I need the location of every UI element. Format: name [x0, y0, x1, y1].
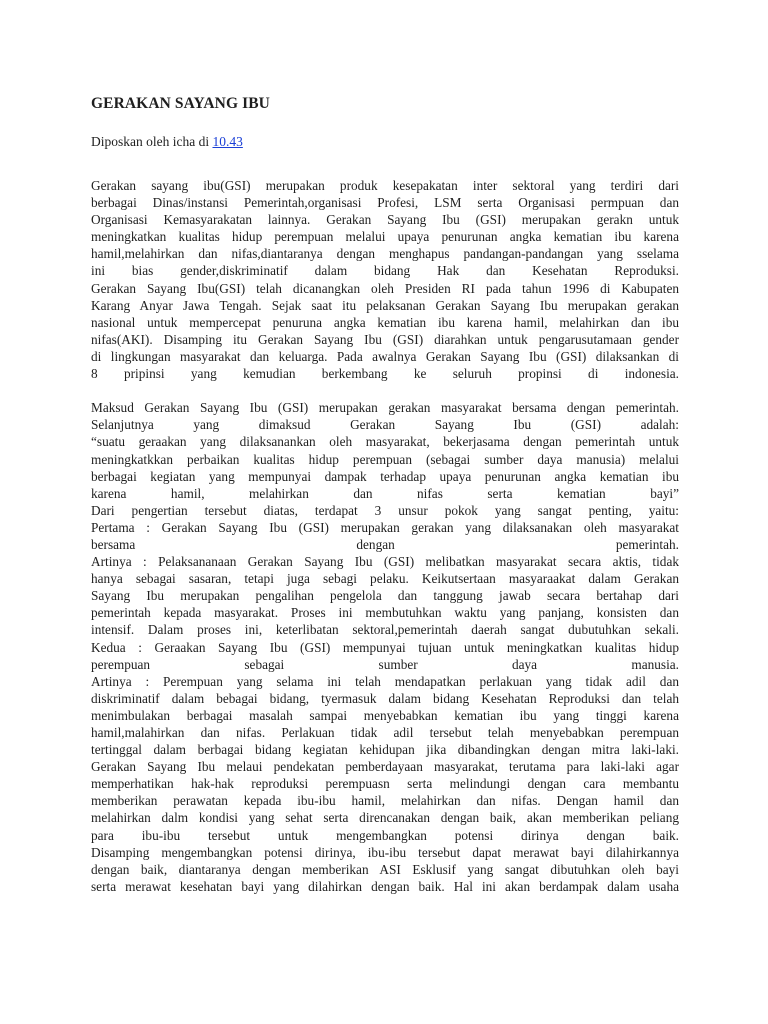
body-line: ini bias gender,diskriminatif dalam bidang Hak dan Kesehatan Reproduksi.: [91, 263, 679, 279]
body-line: nasional untuk mempercepat penuruna angka kematian ibu karena hamil, melahirkan dan ibu: [91, 314, 679, 330]
body-line: intensif. Dalam proses ini, keterlibatan sektoral,pemerintah daerah sangat dubutuhkan sekali.: [91, 622, 679, 638]
body-line: karena hamil, melahirkan dan nifas serta kematian bayi”: [91, 485, 679, 501]
body-line: Selanjutnya yang dimaksud Gerakan Sayang Ibu (GSI) adalah:: [91, 417, 679, 433]
body-line: para ibu-ibu tersebut untuk mengembangkan potensi dirinya dengan baik.: [91, 827, 679, 843]
byline-prefix: Diposkan oleh icha di: [91, 134, 213, 149]
body-line: menimbulakan berbagai masalah sampai menyebabkan kematian ibu yang tinggi karena: [91, 707, 679, 723]
body-line: Maksud Gerakan Sayang Ibu (GSI) merupakan gerakan masyarakat bersama dengan pemerintah.: [91, 400, 679, 416]
body-line: Dari pengertian tersebut diatas, terdapat 3 unsur pokok yang sangat penting, yaitu:: [91, 502, 679, 518]
body-line: Karang Anyar Jawa Tengah. Sejak saat itu pelaksanan Gerakan Sayang Ibu merupakan gerakan: [91, 297, 679, 313]
body-line: bersama dengan pemerintah.: [91, 536, 679, 552]
paragraph-gap: [91, 382, 679, 399]
body-line: hanya sebagai sasaran, tetapi juga sebagi pelaku. Keikutsertaan masyaraakat dalam Gerakan: [91, 571, 679, 587]
body-line: dengan baik, diantaranya dengan memberikan ASI Esklusif yang sangat dibutuhkan oleh bayi: [91, 861, 679, 877]
body-line: meningkatkkan perbaikan kualitas hidup perempuan (sebagai sumber daya manusia) melalui: [91, 451, 679, 467]
post-time-link[interactable]: 10.43: [212, 134, 243, 149]
body-line: di lingkungan masyarakat dan keluarga. Pada awalnya Gerakan Sayang Ibu (GSI) dilaksankan di: [91, 348, 679, 364]
body-line: Artinya : Pelaksananaan Gerakan Sayang Ibu (GSI) melibatkan masyarakat secara aktis, tidak: [91, 554, 679, 570]
body-line: “suatu geraakan yang dilaksanankan oleh masyarakat, bekerjasama dengan pemerintah untuk: [91, 434, 679, 450]
body-line: serta merawat kesehatan bayi yang dilahirkan dengan baik. Hal ini akan berdampak dalam usaha: [91, 878, 679, 894]
body-paragraph: [91, 399, 679, 895]
body-line: berbagai kegiatan yang mempunyai dampak terhadap upaya penurunan angka kematian ibu: [91, 468, 679, 484]
body-line: Gerakan Sayang Ibu melaui pendekatan pemberdayaan masyarakat, terutama para laki-laki agar: [91, 759, 679, 775]
body-line: diskriminatif dalam bebagai bidang, tyermasuk dalam bidang Kesehatan Reproduksi dan telah: [91, 690, 679, 706]
body-line: tertinggal dalam berbagai bidang kegiatan kehidupan jika dibandingkan dengan mitra laki-laki.: [91, 742, 679, 758]
body-line: 8 pripinsi yang kemudian berkembang ke seluruh propinsi di indonesia.: [91, 366, 679, 382]
body-line: Pertama : Gerakan Sayang Ibu (GSI) merupakan gerakan yang dilaksanakan oleh masyarakat: [91, 519, 679, 535]
body-line: berbagai Dinas/instansi Pemerintah,organisasi Profesi, LSM serta Organisasi permpuan dan: [91, 195, 679, 211]
body-line: Organisasi Kemasyarakatan lainnya. Gerakan Sayang Ibu (GSI) merupakan gerakn untuk: [91, 212, 679, 228]
body-line: Kedua : Geraakan Sayang Ibu (GSI) mempunyai tujuan untuk meningkatkan kualitas hidup: [91, 639, 679, 655]
body-line: melahirkan dalm kondisi yang sehat serta direncanakan dengan baik, akan memberikan peliang: [91, 810, 679, 826]
body-line: hamil,melahirkan dan nifas,diantaranya dengan menghapus pandangan-pandangan yang sselama: [91, 246, 679, 262]
body-line: pemerintah kepada masyarakat. Proses ini membutuhkan waktu yang panjang, konsisten dan: [91, 605, 679, 621]
body-line: memberikan perawatan kepada ibu-ibu hamil, melahirkan dan nifas. Dengan hamil dan: [91, 793, 679, 809]
body-line: perempuan sebagai sumber daya manusia.: [91, 656, 679, 672]
body-line: Gerakan sayang ibu(GSI) merupakan produk kesepakatan inter sektoral yang terdiri dari: [91, 178, 679, 193]
body-line: nifas(AKI). Disamping itu Gerakan Sayang Ibu (GSI) diarahkan untuk pengarusutamaan gender: [91, 331, 679, 347]
body-line: Disamping mengembangkan potensi dirinya, ibu-ibu tersebut dapat merawat bayi dilahirkannya: [91, 844, 679, 860]
body-line: Artinya : Perempuan yang selama ini telah mendapatkan perlakuan yang tidak adil dan: [91, 673, 679, 689]
body-line: hamil,malahirkan dan nifas. Perlakuan tidak adil tersebut telah menyebabkan perempuan: [91, 725, 679, 740]
body-line: memperhatikan hak-hak reproduksi perempuasn serta melindungi dengan cara membantu: [91, 776, 679, 792]
post-body: [91, 177, 679, 895]
post-title: GERAKAN SAYANG IBU: [91, 95, 270, 112]
post-byline: [91, 133, 243, 151]
body-line: Sayang Ibu merupakan pengalihan pengelola dan tanggung jawab secara bertahap dari: [91, 588, 679, 604]
body-line: Gerakan Sayang Ibu(GSI) telah dicanangkan oleh Presiden RI pada tahun 1996 di Kabupaten: [91, 280, 679, 296]
body-paragraph: [91, 177, 679, 382]
body-line: meningkatkan kualitas hidup perempuan melalui upaya penurunan angka kematian ibu karena: [91, 229, 679, 245]
